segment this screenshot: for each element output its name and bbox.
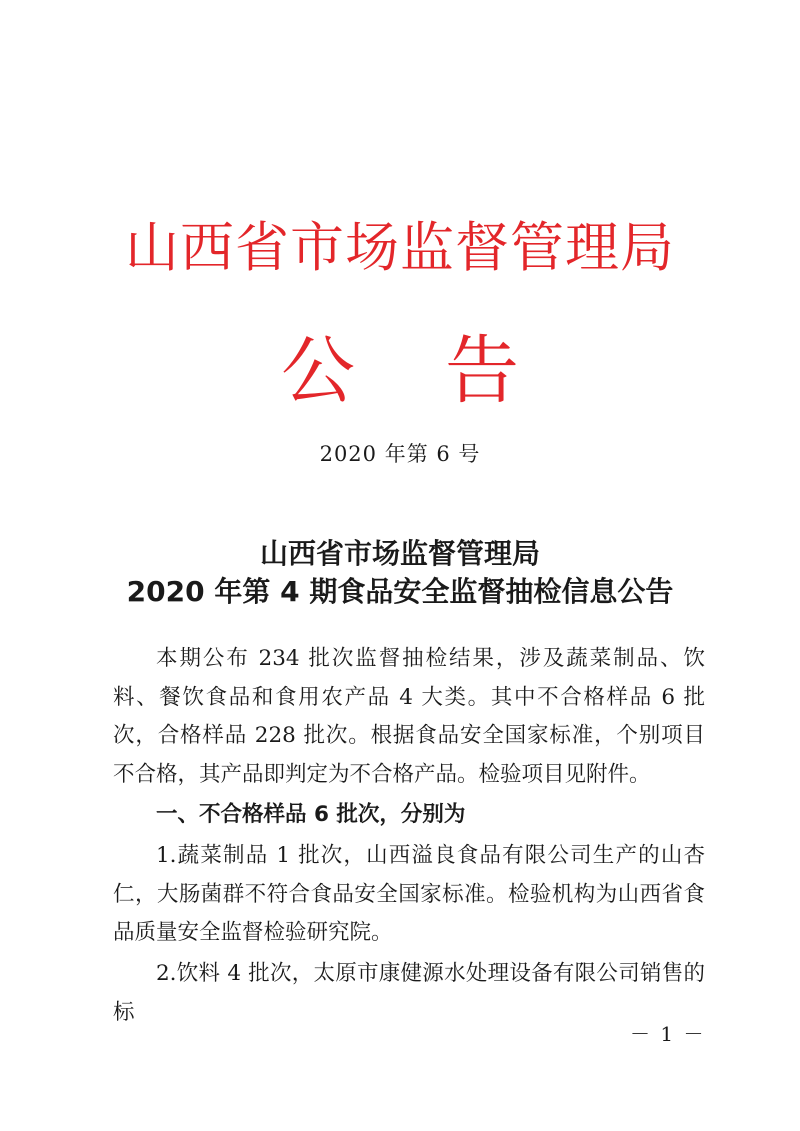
item-1-paragraph: [113, 837, 705, 953]
announcement-heading-line-2: 2020 年第 4 期食品安全监督抽检信息公告: [126, 575, 674, 608]
announcement-heading-line-1: 山西省市场监督管理局: [259, 537, 540, 570]
document-number: 2020 年第 6 号: [319, 442, 481, 466]
item-2-text: 2.饮料 4 批次，太原市康健源水处理设备有限公司销售的标: [113, 961, 705, 1025]
notice-title: 公告: [281, 328, 609, 414]
intro-text: 本期公布 234 批次监督抽检结果，涉及蔬菜制品、饮料、餐饮食品和食用农产品 4 大类。其中不合格样品 6 批次，合格样品 228 批次。根据食品安全国家标准，个别项目不合格，其产品即判定为不合格产品。检验项目见附件。: [113, 646, 705, 787]
intro-paragraph: [113, 640, 705, 794]
item-2-paragraph: [113, 955, 705, 1032]
item-1-text: 1.蔬菜制品 1 批次，山西溢良食品有限公司生产的山杏仁，大肠菌群不符合食品安全国家标准。检验机构为山西省食品质量安全监督检验研究院。: [113, 843, 705, 945]
section-heading: 一、不合格样品 6 批次，分别为: [156, 802, 466, 827]
agency-title: 山西省市场监督管理局: [125, 216, 675, 279]
page-number: － 1 －: [630, 1022, 706, 1046]
